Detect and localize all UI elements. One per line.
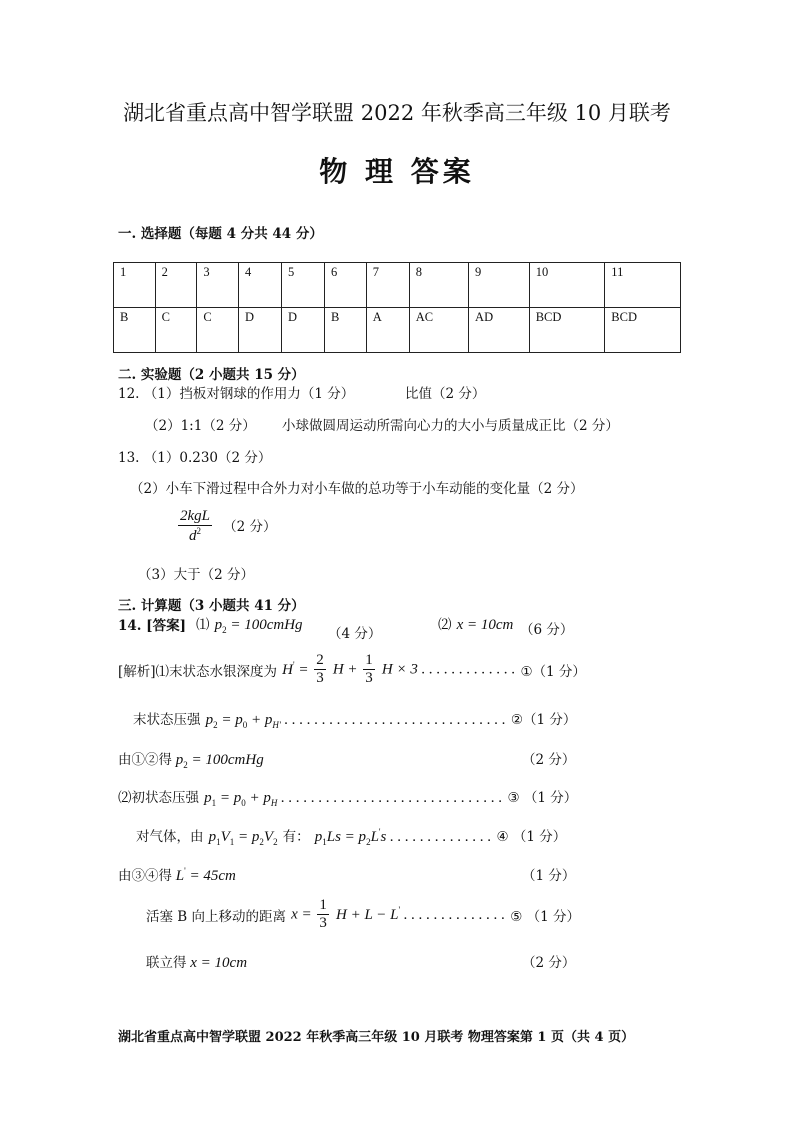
solution-line-1: [解析]⑴末状态水银深度为 H' = $\frac{2}{3}$ H + $\frac{1}{3}$ H × 3 . . . . . . . . . . . . . ①（1 分） — [118, 652, 586, 687]
q12-part2: （2）1:1（2 分） — [145, 418, 256, 434]
solution-line-7: 活塞 B 向上移动的距离 x = $\frac{1}{3}$ H + L − L' . . . . . . . . . . . . . . ⑤ （1 分） — [146, 897, 580, 932]
table-row-numbers — [114, 263, 681, 308]
answer-cell: BCD — [529, 308, 605, 353]
page-subtitle: 物 理 答案 — [319, 155, 475, 188]
q12-part2-conclusion: 小球做圆周运动所需向心力的大小与质量成正比（2 分） — [282, 418, 619, 434]
question-number-cell: 8 — [409, 263, 468, 308]
q12-part1-ratio: 比值（2 分） — [405, 386, 486, 402]
q14-answer-2: ⑵ x = 10cm — [438, 617, 514, 633]
solution-line-5: 对气体，由 $p_1V_1 = p_2V_2$ 有： $p_1Ls = p_2L's$ . . . . . . . . . . . . . . ④ （1 分） — [136, 827, 567, 847]
section-heading-calculation: 三. 计算题（3 小题共 41 分） — [118, 598, 305, 614]
fraction-numerator: 2kgL — [178, 508, 212, 526]
answer-table — [113, 262, 681, 353]
section-heading-choice: 一. 选择题（每题 4 分共 44 分） — [118, 226, 323, 242]
q13-formula — [176, 508, 276, 546]
q14-answer-1-score: （4 分） — [328, 626, 382, 642]
answer-cell: AD — [469, 308, 530, 353]
solution-line-2: 末状态压强 $p_2 = p_0 + p_{H'}$ . . . . . . . . . . . . . . . . . . . . . . . . . . . . . . ②（1 分） — [133, 712, 577, 730]
solution-line-6: 由③④得 L' = 45cm — [118, 866, 236, 884]
q12-part1: 12. （1）挡板对钢球的作用力（1 分） — [118, 386, 355, 402]
question-number-cell: 1 — [114, 263, 156, 308]
answer-cell: BCD — [605, 308, 681, 353]
solution-line-3-score: （2 分） — [522, 752, 576, 768]
q13-part3: （3）大于（2 分） — [138, 567, 254, 583]
table-row-answers — [114, 308, 681, 353]
answer-cell: C — [197, 308, 239, 353]
question-number-cell: 3 — [197, 263, 239, 308]
question-number-cell: 4 — [239, 263, 282, 308]
fraction — [178, 508, 212, 546]
answer-cell: AC — [409, 308, 468, 353]
question-number-cell: 11 — [605, 263, 681, 308]
q13-formula-score: （2 分） — [223, 519, 277, 536]
solution-line-8: 联立得 x = 10cm — [146, 955, 248, 971]
page-footer: 湖北省重点高中智学联盟 2022 年秋季高三年级 10 月联考 物理答案第 1 页（共 4 页） — [118, 1030, 635, 1045]
fraction-denominator: $d^2$ — [189, 526, 201, 545]
q14-label: 14. [答案] — [118, 618, 186, 634]
answer-cell: D — [282, 308, 325, 353]
solution-line-3: 由①②得 $p_2$ = 100cmHg — [118, 752, 264, 770]
question-number-cell: 2 — [155, 263, 197, 308]
answer-cell: B — [114, 308, 156, 353]
solution-line-4: ⑵初状态压强 $p_1 = p_0 + p_H$ . . . . . . . . . . . . . . . . . . . . . . . . . . . . . . ③ （1 分） — [118, 790, 578, 808]
question-number-cell: 5 — [282, 263, 325, 308]
answer-cell: C — [155, 308, 197, 353]
q13-part2: （2）小车下滑过程中合外力对小车做的总功等于小车动能的变化量（2 分） — [130, 481, 584, 497]
answer-cell: B — [325, 308, 367, 353]
answer-cell: D — [239, 308, 282, 353]
question-number-cell: 10 — [529, 263, 605, 308]
page-title: 湖北省重点高中智学联盟 2022 年秋季高三年级 10 月联考 — [123, 101, 671, 125]
question-number-cell: 6 — [325, 263, 367, 308]
solution-line-6-score: （1 分） — [522, 868, 576, 884]
section-heading-experiment: 二. 实验题（2 小题共 15 分） — [118, 367, 305, 383]
q14-answer-1: ⑴ $p_2$ = 100cmHg — [196, 617, 303, 635]
solution-line-8-score: （2 分） — [522, 955, 576, 971]
question-number-cell: 7 — [366, 263, 409, 308]
q14-answer-2-score: （6 分） — [520, 622, 574, 638]
q13-part1: 13. （1）0.230（2 分） — [118, 450, 272, 466]
question-number-cell: 9 — [469, 263, 530, 308]
answer-cell: A — [366, 308, 409, 353]
